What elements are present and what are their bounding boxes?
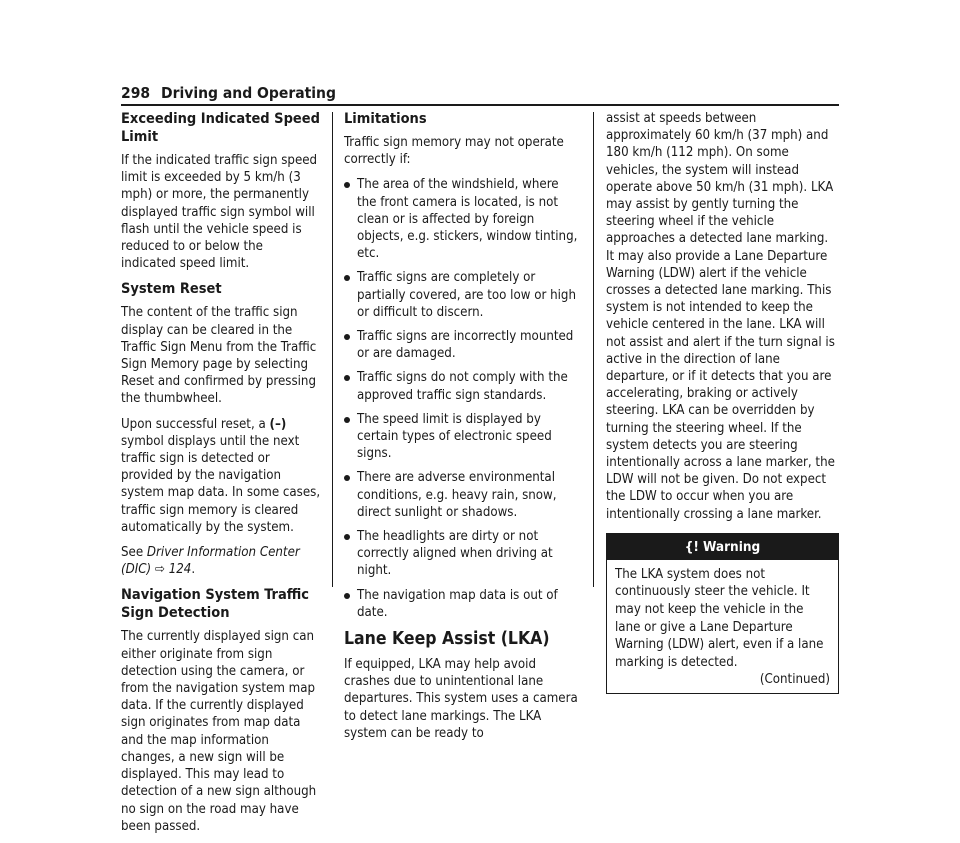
reset-symbol: (–) <box>269 416 287 432</box>
heading-lane-keep-assist: Lane Keep Assist (LKA) <box>344 629 550 650</box>
header-rule <box>121 104 839 106</box>
limitations-list <box>344 176 578 621</box>
see-reference <box>121 544 321 578</box>
heading-exceeding-speed-limit: Exceeding Indicated Speed Limit <box>121 111 320 145</box>
list-item <box>344 328 578 362</box>
column-left <box>121 110 321 843</box>
list-item-text: There are adverse environmental conditions, e.g. heavy rain, snow, direct sunlight or shadows. <box>357 470 557 520</box>
reset-text-b: symbol displays until the next traffic sign is detected or provided by the navigation system map data. In some cases, traffic sign memory is cleared automatically by the system. <box>121 433 321 535</box>
list-item-text: The headlights are dirty or not correctly aligned when driving at night. <box>357 529 553 579</box>
reference-page[interactable]: 124 <box>168 562 192 578</box>
bullet-icon <box>344 275 350 281</box>
list-item <box>344 269 578 321</box>
bullet-icon <box>344 475 350 481</box>
continued-label: (Continued) <box>759 672 830 688</box>
reset-text-a: Upon successful reset, a <box>121 416 270 432</box>
list-item-text: The speed limit is displayed by certain types of electronic speed signs. <box>357 411 552 462</box>
list-item-text: Traffic signs are completely or partially covered, are too low or high or difficult to discern. <box>357 270 576 320</box>
list-item <box>344 469 578 521</box>
list-item-text: The area of the windshield, where the front camera is located, is not clean or is affected by foreign objects, e.g. stickers, window tinting, etc. <box>357 177 578 262</box>
bullet-icon <box>344 417 350 423</box>
list-item <box>344 587 578 621</box>
list-item-text: Traffic signs do not comply with the approved traffic sign standards. <box>357 370 568 403</box>
warning-icon: {! <box>684 538 699 555</box>
list-item-text: The navigation map data is out of date. <box>357 587 558 620</box>
bullet-icon <box>344 534 350 540</box>
list-item <box>344 369 578 403</box>
see-end: . <box>191 562 196 578</box>
list-item <box>344 176 578 262</box>
bullet-icon <box>344 334 350 340</box>
column-right <box>606 110 839 694</box>
column-divider <box>593 112 594 587</box>
heading-navigation-detection: Navigation System Traffic Sign Detection <box>121 587 310 622</box>
list-item <box>344 411 578 463</box>
list-item-text: Traffic signs are incorrectly mounted or are damaged. <box>357 329 574 362</box>
bullet-icon <box>344 375 350 381</box>
reference-link-dic[interactable]: Driver Information Center (DIC) <box>121 545 300 578</box>
bullet-icon <box>344 593 350 599</box>
paragraph-reset-1: The content of the traffic sign display can be cleared in the Traffic Sign Menu from the Traffic Sign Memory page by selecting Reset and confirmed by pressing the thumbwheel. <box>121 305 317 407</box>
list-item <box>344 528 578 580</box>
heading-limitations: Limitations <box>344 111 427 127</box>
column-divider <box>332 112 333 587</box>
heading-system-reset: System Reset <box>121 281 222 298</box>
arrow-icon: ⇨ <box>154 562 165 578</box>
warning-title: Warning <box>702 538 761 555</box>
warning-text: The LKA system does not continuously steer the vehicle. It may not keep the vehicle in the lane or give a Lane Departure Warning (LDW) alert, even if a lane marking is detected. <box>615 566 824 670</box>
paragraph-lka: If equipped, LKA may help avoid crashes due to unintentional lane departures. This system uses a camera to detect lane markings. The LKA system can be ready to <box>344 657 578 741</box>
section-title: Driving and Operating <box>161 84 336 102</box>
page-header <box>121 84 839 106</box>
bullet-icon <box>344 182 350 188</box>
warning-box <box>606 533 839 694</box>
page-number: 298 <box>121 84 151 102</box>
paragraph-limitations: Traffic sign memory may not operate correctly if: <box>344 135 564 168</box>
column-middle <box>344 110 578 750</box>
paragraph-navigation: The currently displayed sign can either originate from sign detection using the camera, or from the navigation system map data. If the currently displayed sign originates from map data and the map information changes, a new sign will be displayed. This may lead to detection of a new sign although no sign on the road may have been passed. <box>121 629 317 834</box>
paragraph-reset-2 <box>121 416 321 536</box>
paragraph-lka-continued: assist at speeds between approximately 60 km/h (37 mph) and 180 km/h (112 mph). On some vehicles, the system will instead operate above 50 km/h (31 mph). LKA may assist by gently turning the steering wheel if the vehicle approaches a detected lane marking. It may also provide a Lane Departure Warning (LDW) alert if the vehicle crosses a detected lane marking. This system is not intended to keep the vehicle centered in the lane. LKA will not assist and alert if the turn signal is active in the direction of lane departure, or if it detects that you are accelerating, braking or actively steering. LKA can be overridden by turning the steering wheel. If the system detects you are steering intentionally across a lane marker, the LDW will not be given. Do not expect the LDW to occur when you are intentionally crossing a lane marker. <box>606 111 835 522</box>
paragraph-exceeding: If the indicated traffic sign speed limit is exceeded by 5 km/h (3 mph) or more, the permanently displayed traffic sign symbol will flash until the vehicle speed is reduced to or below the indicated speed limit. <box>121 153 318 272</box>
warning-header <box>607 534 838 560</box>
warning-body <box>607 560 838 693</box>
see-label: See <box>121 545 147 561</box>
